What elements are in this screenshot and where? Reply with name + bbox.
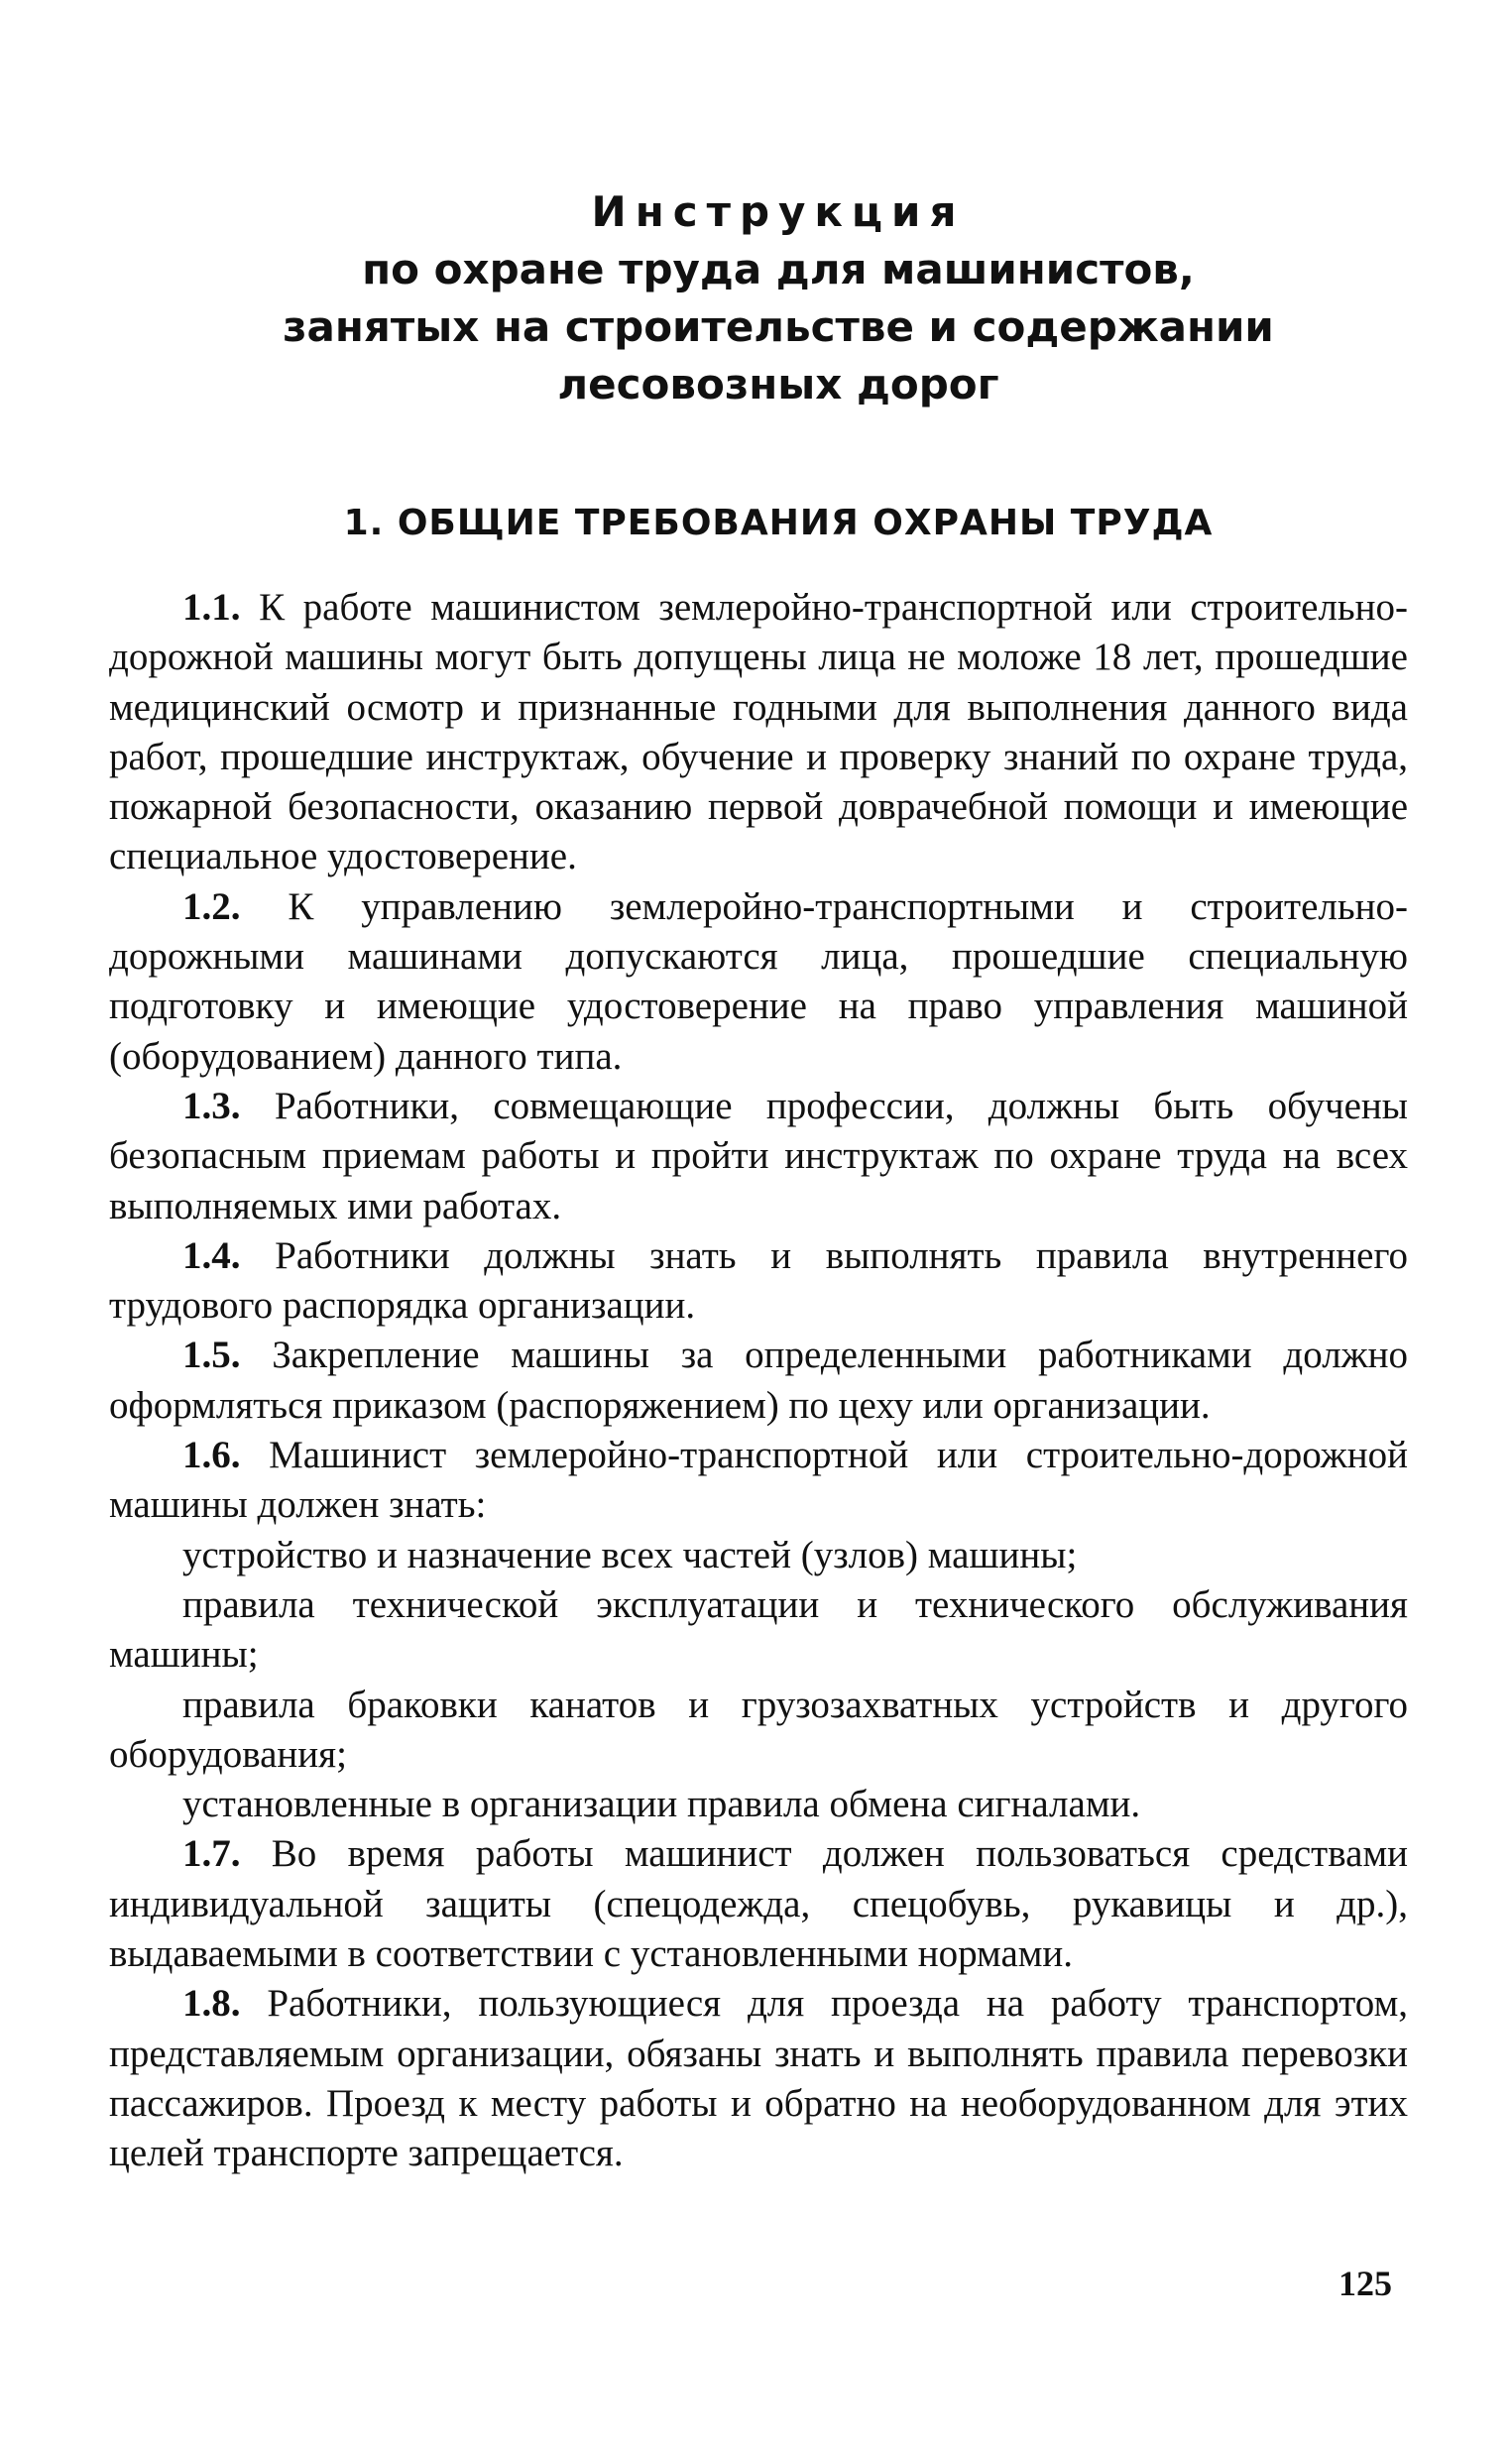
list-item: устройство и назначение всех частей (узлов) машины; — [182, 1533, 1078, 1576]
title-line-3: занятых на строительстве и содержании — [283, 302, 1274, 351]
list-item: правила технической эксплуатации и технического обслуживания машины; — [109, 1582, 1408, 1677]
body-text — [109, 583, 1408, 2179]
paragraph-text: Машинист землеройно-транспортной или строительно-дорожной машины должен знать: — [109, 1434, 1408, 1527]
page-number: 125 — [1338, 2264, 1392, 2303]
paragraph-number: 1.4. — [182, 1233, 241, 1277]
paragraph-number: 1.6. — [182, 1434, 241, 1477]
paragraph-number: 1.7. — [182, 1832, 241, 1876]
section-heading: 1. ОБЩИЕ ТРЕБОВАНИЯ ОХРАНЫ ТРУДА — [343, 503, 1214, 543]
paragraph-text: Работники, совмещающие профессии, должны быть обучены безопасным приемам работы и пройти инструктаж по охране труда на всех выполняемых ими работах. — [109, 1084, 1408, 1227]
paragraph-1-6 — [109, 1431, 1408, 1531]
document-title — [149, 183, 1408, 413]
paragraph-text: К работе машинистом землеройно-транспортной или строительно-дорожной машины могут быть допущены лица не моложе 18 лет, прошедшие медицинский осмотр и признанные годными для выполнения данного вида работ, прошедшие инструктаж, обучение и проверку знаний по охране труда, пожарной безопасности, оказанию первой доврачебной помощи и имеющие специальное удостоверение. — [109, 586, 1408, 878]
paragraph-text: К управлению землеройно-транспортными и строительно-дорожными машинами допускаются лица, прошедшие специальную подготовку и имеющие удостоверение на право управления машиной (оборудованием) данного типа. — [109, 884, 1408, 1078]
paragraph-1-3 — [109, 1082, 1408, 1231]
title-line-4: лесовозных дорог — [557, 360, 999, 408]
document-page — [109, 183, 1408, 2179]
paragraph-text: Работники должны знать и выполнять правила внутреннего трудового распорядка организации. — [109, 1233, 1408, 1328]
title-line-2: по охране труда для машинистов, — [362, 245, 1195, 293]
paragraph-number: 1.1. — [182, 586, 241, 629]
paragraph-1-2 — [109, 882, 1408, 1082]
paragraph-text: Во время работы машинист должен пользоваться средствами индивидуальной защиты (спецодежда, спецобувь, рукавицы и др.), выдаваемыми в соответствии с установленными нормами. — [109, 1832, 1408, 1976]
paragraph-1-8 — [109, 1979, 1408, 2178]
paragraph-text: Работники, пользующиеся для проезда на работу транспортом, представляемым организации, обязаны знать и выполнять правила перевозки пассажиров. Проезд к месту работы и обратно на необорудованном для этих целей транспорте запрещается. — [109, 1982, 1408, 2175]
paragraph-number: 1.2. — [182, 884, 241, 928]
paragraph-number: 1.3. — [182, 1084, 241, 1127]
list-item: установленные в организации правила обмена сигналами. — [182, 1783, 1141, 1826]
paragraph-number: 1.5. — [182, 1334, 241, 1377]
paragraph-number: 1.8. — [182, 1982, 241, 2026]
paragraph-1-7 — [109, 1829, 1408, 1979]
paragraph-1-4 — [109, 1231, 1408, 1332]
list-item: правила браковки канатов и грузозахватных устройств и другого оборудования; — [109, 1683, 1408, 1776]
paragraph-1-1 — [109, 583, 1408, 882]
paragraph-text: Закрепление машины за определенными работниками должно оформляться приказом (распоряжением) по цеху или организации. — [109, 1334, 1408, 1427]
paragraph-1-5 — [109, 1331, 1408, 1431]
title-line-1: Инструкция — [591, 187, 966, 236]
